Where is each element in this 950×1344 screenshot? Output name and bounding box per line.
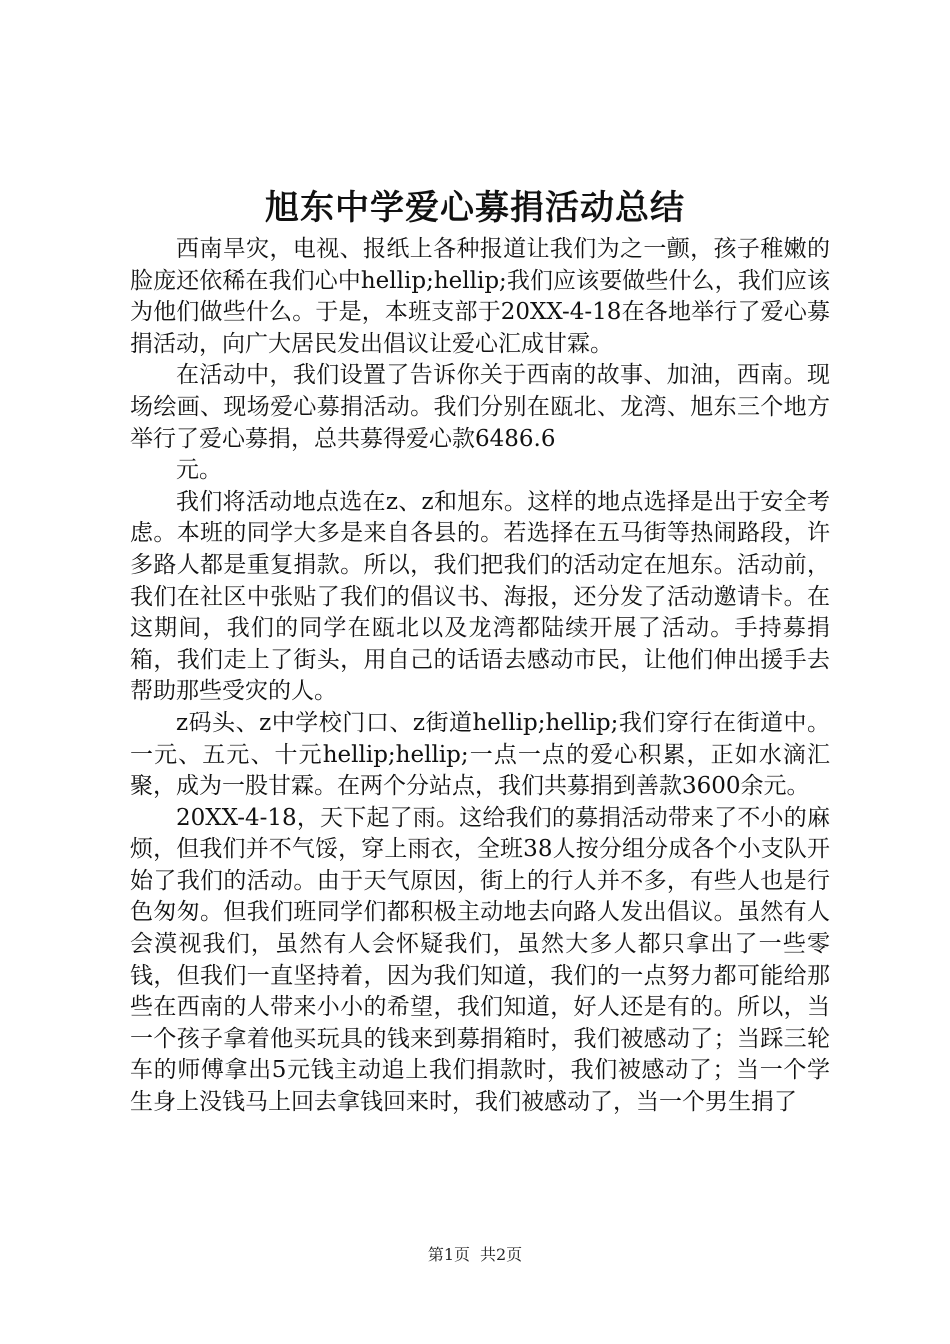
paragraph-1: 西南旱灾，电视、报纸上各种报道让我们为之一颤，孩子稚嫩的脸庞还依稀在我们心中hellip;hellip;我们应该要做些什么，我们应该为他们做些什么。于是，本班支部于20XX-4-18在各地举行了爱心募捐活动，向广大居民发出倡议让爱心汇成甘霖。 xyxy=(130,236,830,357)
document-body xyxy=(130,234,830,1119)
paragraph-6: 20XX-4-18，天下起了雨。这给我们的募捐活动带来了不小的麻烦，但我们并不气馁，穿上雨衣，全班38人按分组分成各个小支队开始了我们的活动。由于天气原因，街上的行人并不多，有些人也是行色匆匆。但我们班同学们都积极主动地去向路人发出倡议。虽然有人会漠视我们，虽然有人会怀疑我们，虽然大多人都只拿出了一些零钱，但我们一直坚持着，因为我们知道，我们的一点努力都可能给那些在西南的人带来小小的希望，我们知道，好人还是有的。所以，当一个孩子拿着他买玩具的钱来到募捐箱时，我们被感动了；当踩三轮车的师傅拿出5元钱主动追上我们捐款时，我们被感动了；当一个学生身上没钱马上回去拿钱回来时，我们被感动了，当一个男生捐了 xyxy=(130,804,830,1116)
document-title: 旭东中学爱心募捐活动总结 xyxy=(265,188,685,228)
page-total: 共2页 xyxy=(480,1245,523,1264)
paragraph-2: 在活动中，我们设置了告诉你关于西南的故事、加油，西南。现场绘画、现场爱心募捐活动。我们分别在瓯北、龙湾、旭东三个地方举行了爱心募捐，总共募得爱心款6486.6 xyxy=(130,362,830,452)
paragraph-4: 我们将活动地点选在z、z和旭东。这样的地点选择是出于安全考虑。本班的同学大多是来自各县的。若选择在五马街等热闹路段，许多路人都是重复捐款。所以，我们把我们的活动定在旭东。活动前，我们在社区中张贴了我们的倡议书、海报，还分发了活动邀请卡。在这期间，我们的同学在瓯北以及龙湾都陆续开展了活动。手持募捐箱，我们走上了街头，用自己的话语去感动市民，让他们伸出援手去帮助那些受灾的人。 xyxy=(130,488,830,705)
paragraph-3: 元。 xyxy=(176,457,222,484)
page-number: 第1页 xyxy=(427,1245,470,1264)
paragraph-5: z码头、z中学校门口、z街道hellip;hellip;我们穿行在街道中。一元、五元、十元hellip;hellip;一点一点的爱心积累，正如水滴汇聚，成为一股甘霖。在两个分站点，我们共募捐到善款3600余元。 xyxy=(130,709,830,800)
page-footer xyxy=(0,1244,950,1266)
